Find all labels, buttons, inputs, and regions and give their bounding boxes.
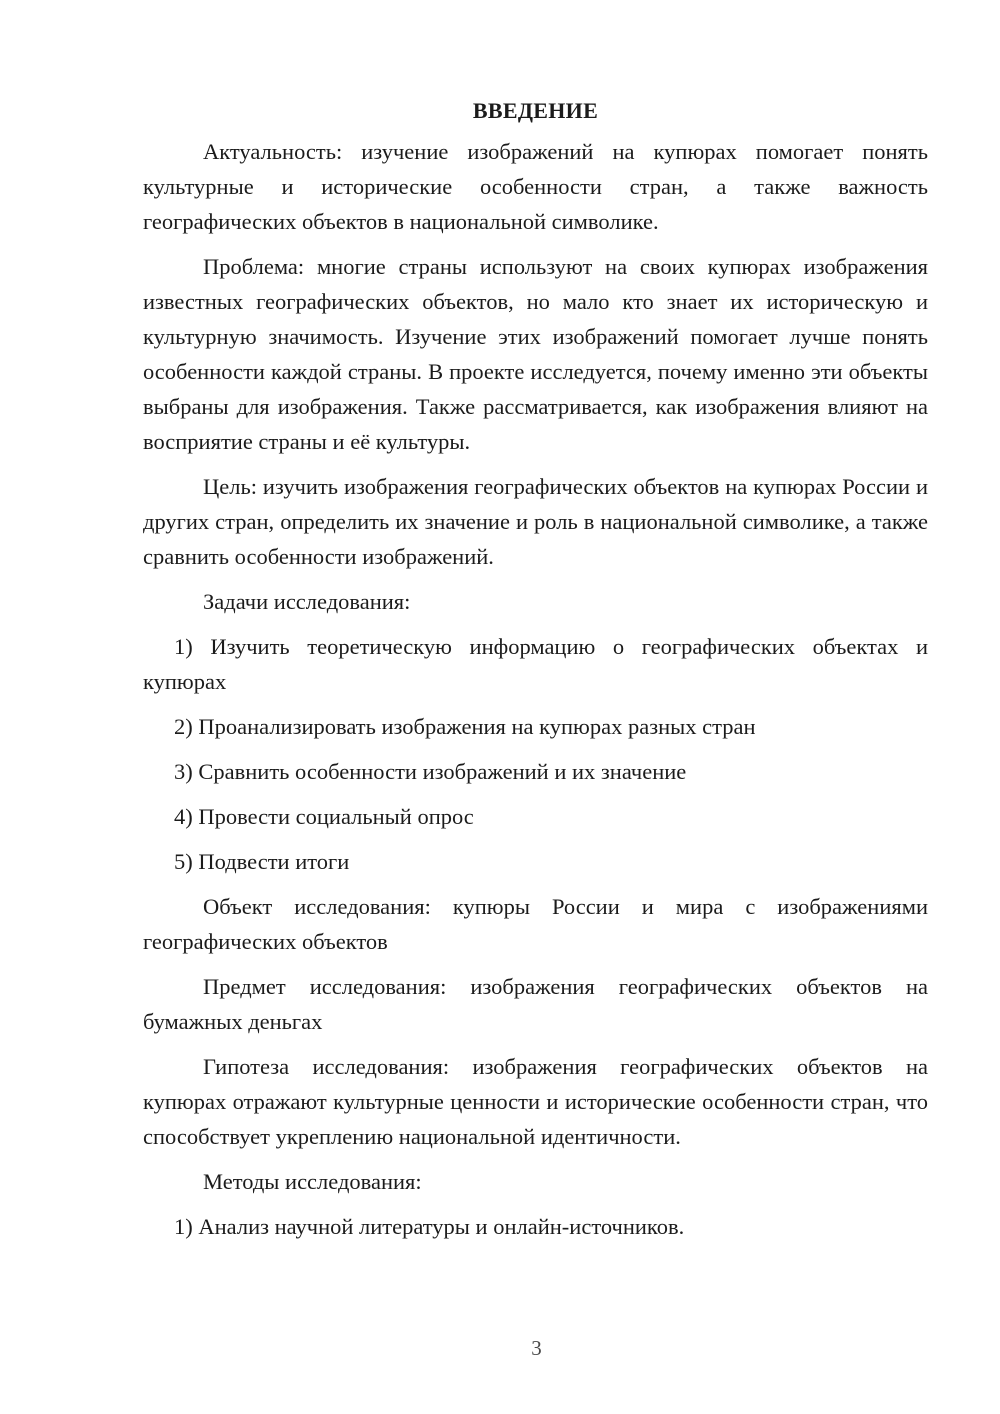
paragraph-tasks-heading: Задачи исследования: bbox=[203, 589, 411, 614]
task-item-4: 4) Провести социальный опрос bbox=[174, 804, 474, 829]
method-item-1: 1) Анализ научной литературы и онлайн-источников. bbox=[174, 1214, 685, 1239]
paragraph-hypothesis: Гипотеза исследования: изображения географических объектов на купюрах отражают культурные ценности и исторические особенности стран, что способствует укреплению национальной идентичности. bbox=[143, 1054, 928, 1149]
section-title: ВВЕДЕНИЕ bbox=[472, 98, 599, 123]
task-item-2: 2) Проанализировать изображения на купюрах разных стран bbox=[174, 714, 756, 739]
paragraph-relevance: Актуальность: изучение изображений на купюрах помогает понять культурные и исторические особенности стран, а также важность географических объектов в национальной символике. bbox=[143, 139, 928, 234]
task-item-1: 1) Изучить теоретическую информацию о географических объектах и купюрах bbox=[143, 634, 928, 694]
text-column bbox=[143, 96, 928, 1254]
task-item-5: 5) Подвести итоги bbox=[174, 849, 350, 874]
paragraph-object: Объект исследования: купюры России и мира с изображениями географических объектов bbox=[143, 894, 928, 954]
task-item-3: 3) Сравнить особенности изображений и их значение bbox=[174, 759, 687, 784]
paragraph-methods-heading: Методы исследования: bbox=[203, 1169, 422, 1194]
paragraph-goal: Цель: изучить изображения географических объектов на купюрах России и других стран, определить их значение и роль в национальной символике, а также сравнить особенности изображений. bbox=[143, 474, 928, 569]
paragraph-subject: Предмет исследования: изображения географических объектов на бумажных деньгах bbox=[143, 974, 928, 1034]
paragraph-problem: Проблема: многие страны используют на своих купюрах изображения известных географических объектов, но мало кто знает их историческую и культурную значимость. Изучение этих изображений помогает лучше понять особенности каждой страны. В проекте исследуется, почему именно эти объекты выбраны для изображения. Также рассматривается, как изображения влияют на восприятие страны и её культуры. bbox=[143, 254, 928, 454]
page-number: 3 bbox=[531, 1336, 542, 1360]
